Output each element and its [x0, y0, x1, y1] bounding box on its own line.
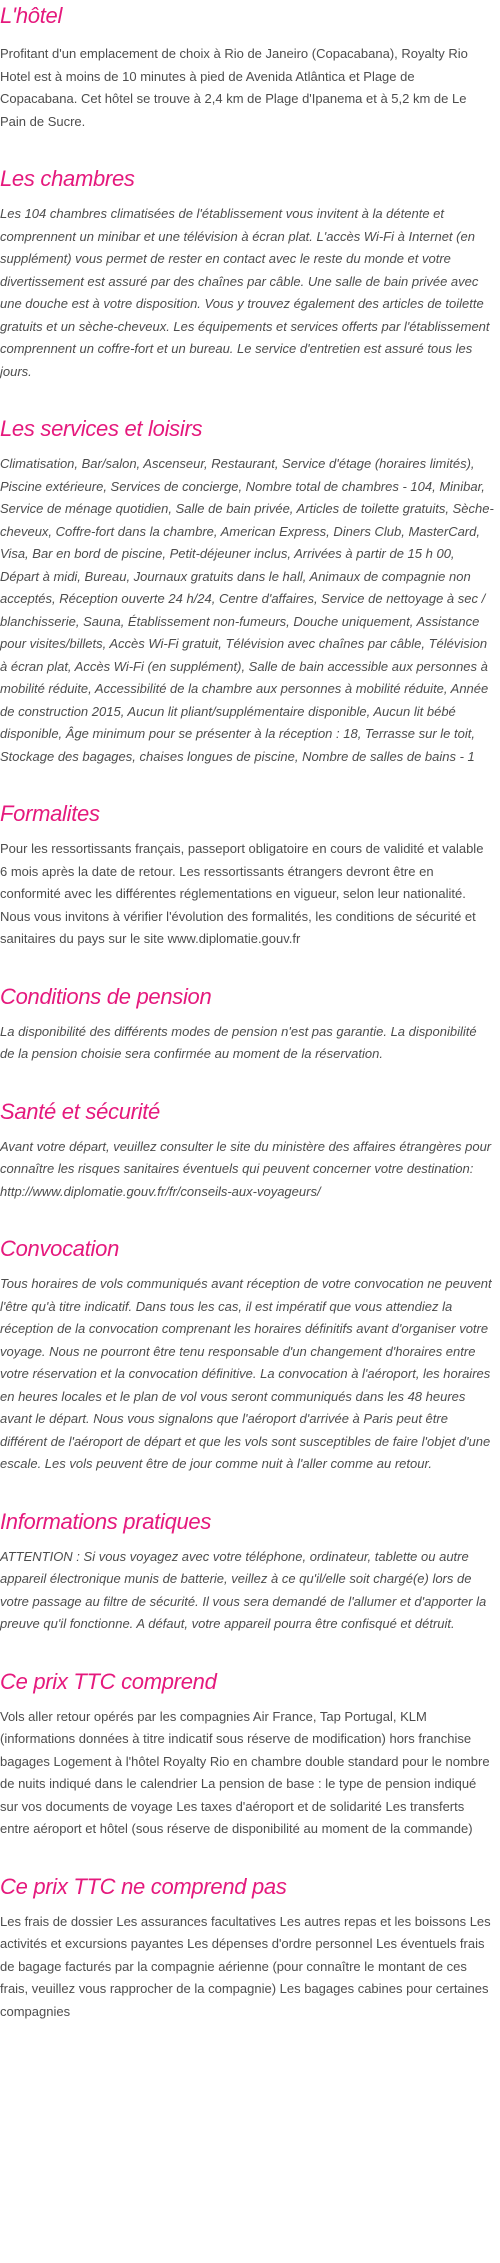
section-formalites — [0, 800, 494, 951]
section-title-formalites: Formalites — [0, 801, 100, 826]
section-title-services: Les services et loisirs — [0, 416, 203, 441]
section-text-chambres: Les 104 chambres climatisées de l'établissement vous invitent à la détente et comprennent un minibar et une télévision à écran plat. L'accès Wi-Fi à Internet (en supplément) vous permet de rester en contact avec le reste du monde et votre divertissement est assuré par des chaînes par câble. Une salle de bain privée avec une douche est à votre disposition. Vous y trouvez également des articles de toilette gratuits et un sèche-cheveux. Les équipements et services offerts par l'établissement comprennent un coffre-fort et un bureau. Le service d'entretien est assuré tous les jours. — [0, 206, 490, 379]
section-title-hotel: L'hôtel — [0, 3, 63, 28]
section-text-pension: La disponibilité des différents modes de pension n'est pas garantie. La disponibilité de la pension choisie sera confirmée au moment de la réservation. — [0, 1023, 477, 1061]
hotel-details-page — [0, 2, 500, 2023]
section-text-formalites: Pour les ressortissants français, passeport obligatoire en cours de validité et valable 6 mois après la date de retour. Les ressortissants étrangers devront être en conformité avec les différentes réglementations en vigueur, selon leur nationalité. Nous vous invitons à vérifier l'évolution des formalités, les conditions de sécurité et sanitaires du pays sur le site www.diplomatie.gouv.fr — [0, 841, 484, 946]
section-hotel — [0, 2, 494, 133]
section-pas — [0, 1873, 494, 2024]
section-text-infos: ATTENTION : Si vous voyagez avec votre téléphone, ordinateur, tablette ou autre appareil électronique munis de batterie, veillez à ce qu'il/elle soit chargé(e) lors de votre passage au filtre de sécurité. Il vous sera demandé de l'allumer et d'apporter la preuve qu'il fonctionne. A défaut, votre appareil pourra être confisqué et détruit. — [0, 1548, 487, 1631]
section-convocation — [0, 1235, 494, 1476]
section-pension — [0, 983, 494, 1066]
section-infos — [0, 1508, 494, 1636]
section-chambres — [0, 165, 494, 383]
section-title-pas: Ce prix TTC ne comprend pas — [0, 1873, 287, 1899]
section-sante — [0, 1098, 494, 1204]
section-text-sante: Avant votre départ, veuillez consulter le site du ministère des affaires étrangères pour connaître les risques sanitaires éventuels qui peuvent concerner votre destination: http://www.diplomatie.gouv.fr/fr/conseils-aux-voyageurs/ — [0, 1138, 492, 1199]
section-title-convocation: Convocation — [0, 1236, 119, 1261]
section-comprend — [0, 1668, 494, 1841]
section-text-services: Climatisation, Bar/salon, Ascenseur, Restaurant, Service d'étage (horaires limités), Piscine extérieure, Services de concierge, Nombre total de chambres - 104, Minibar, Service de ménage quotidien, Salle de bain privée, Articles de toilette gratuits, Sèche-cheveux, Coffre-fort dans la chambre, American Express, Diners Club, MasterCard, Visa, Bar en bord de piscine, Petit-déjeuner inclus, Arrivées à partir de 15 h 00, Départ à midi, Bureau, Journaux gratuits dans le hall, Animaux de compagnie non acceptés, Réception ouverte 24 h/24, Centre d'affaires, Service de nettoyage à sec / blanchisserie, Sauna, Établissement non-fumeurs, Douche uniquement, Assistance pour visites/billets, Accès Wi-Fi gratuit, Télévision avec chaînes par câble, Télévision à écran plat, Accès Wi-Fi (en supplément), Salle de bain accessible aux personnes à mobilité réduite, Accessibilité de la chambre aux personnes à mobilité réduite, Année de construction 2015, Aucun lit pliant/supplémentaire disponible, Aucun lit bébé disponible, Âge minimum pour se présenter à la réception : 18, Terrasse sur le toit, Stockage des bagages, chaises longues de piscine, Nombre de salles de bains - 1 — [0, 456, 494, 764]
section-title-sante: Santé et sécurité — [0, 1098, 160, 1124]
section-text-hotel: Profitant d'un emplacement de choix à Rio de Janeiro (Copacabana), Royalty Rio Hotel est à moins de 10 minutes à pied de Avenida Atlântica et Plage de Copacabana. Cet hôtel se trouve à 2,4 km de Plage d'Ipanema et à 5,2 km de Le Pain de Sucre. — [0, 46, 468, 129]
section-text-convocation: Tous horaires de vols communiqués avant réception de votre convocation ne peuvent l'être qu'à titre indicatif. Dans tous les cas, il est impératif que vous attendiez la réception de la convocation comprenant les horaires définitifs avant d'organiser votre voyage. Nous ne pourront être tenu responsable d'un changement d'horaires entre votre réservation et la convocation définitive. La convocation à l'aéroport, les horaires en heures locales et le plan de vol vous seront communiqués dans les 48 heures avant le départ. Nous vous signalons que l'aéroport d'arrivée à Paris peut être différent de l'aéroport de départ et que les vols sont susceptibles de faire l'objet d'une escale. Les vols peuvent être de jour comme nuit à l'aller comme au retour. — [0, 1276, 492, 1471]
section-title-comprend: Ce prix TTC comprend — [0, 1668, 217, 1694]
section-text-pas: Les frais de dossier Les assurances facultatives Les autres repas et les boissons Les activités et excursions payantes Les dépenses d'ordre personnel Les éventuels frais de bagage facturés par la compagnie aérienne (pour connaître le montant de ces frais, veuillez vous rapprocher de la compagnie) Les bagages cabines pour certaines compagnies — [0, 1913, 491, 2019]
section-title-chambres: Les chambres — [0, 166, 135, 191]
section-text-comprend: Vols aller retour opérés par les compagnies Air France, Tap Portugal, KLM (informations données à titre indicatif sous réserve de modification) hors franchise bagages Logement à l'hôtel Royalty Rio en chambre double standard pour le nombre de nuits indiqué dans le calendrier La pension de base : le type de pension indiqué sur vos documents de voyage Les taxes d'aéroport et de solidarité Les transferts entre aéroport et hôtel (sous réserve de disponibilité au moment de la commande) — [0, 1708, 490, 1836]
section-services — [0, 415, 494, 768]
section-title-infos: Informations pratiques — [0, 1508, 212, 1534]
section-title-pension: Conditions de pension — [0, 983, 212, 1009]
